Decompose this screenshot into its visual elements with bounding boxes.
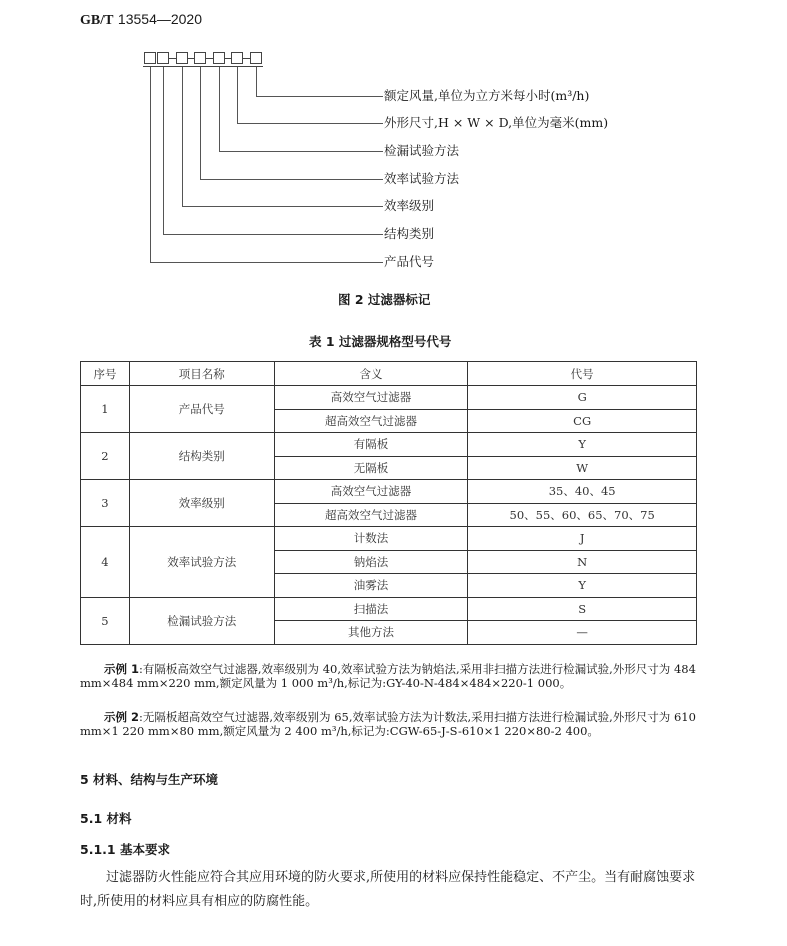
table-caption: 表 1 过滤器规格型号代号 xyxy=(309,334,452,349)
leader-line-leak-test xyxy=(220,67,384,152)
cell-code: W xyxy=(468,456,697,480)
cell-code: N xyxy=(468,550,697,574)
example-1 xyxy=(80,662,700,690)
table-row xyxy=(81,433,697,457)
leader-line-size xyxy=(238,67,384,124)
cell-meaning: 扫描法 xyxy=(274,597,468,621)
example-2-label: 示例 2 xyxy=(104,710,140,724)
body-paragraph: 过滤器防火性能应符合其应用环境的防火要求,所使用的材料应保持性能稳定、不产尘。当有耐腐蚀要求时,所使用的材料应具有相应的防腐性能。 xyxy=(80,870,696,909)
section-5-1-heading: 5.1 材料 xyxy=(80,811,132,826)
cell-name: 产品代号 xyxy=(129,386,274,433)
cell-meaning: 超高效空气过滤器 xyxy=(274,409,468,433)
code-box-4 xyxy=(195,53,206,64)
example-2-text: :无隔板超高效空气过滤器,效率级别为 65,效率试验方法为计数法,采用扫描方法进行检漏试验,外形尺寸为 610 mm×1 220 mm×80 mm,额定风量为 2 400 m³/h,标记为:CGW-65-J-S-610×1 220×80-2 400。 xyxy=(80,710,696,738)
cell-code: G xyxy=(468,386,697,410)
col-header-name: 项目名称 xyxy=(129,362,274,386)
cell-meaning: 超高效空气过滤器 xyxy=(274,503,468,527)
spec-table xyxy=(80,361,697,645)
cell-code: 50、55、60、65、70、75 xyxy=(468,503,697,527)
code-box-6 xyxy=(232,53,243,64)
cell-meaning: 计数法 xyxy=(274,527,468,551)
example-1-label: 示例 1 xyxy=(104,662,140,676)
label-product: 产品代号 xyxy=(384,254,435,269)
cell-name: 效率级别 xyxy=(129,480,274,527)
standard-number: 13554—2020 xyxy=(117,11,202,27)
cell-no: 4 xyxy=(81,527,130,598)
col-header-code: 代号 xyxy=(468,362,697,386)
cell-code: S xyxy=(468,597,697,621)
cell-meaning: 高效空气过滤器 xyxy=(274,386,468,410)
table-row xyxy=(81,386,697,410)
example-1-text: :有隔板高效空气过滤器,效率级别为 40,效率试验方法为钠焰法,采用非扫描方法进行检漏试验,外形尺寸为 484 mm×484 mm×220 mm,额定风量为 1 000 m³/h,标记为:GY-40-N-484×484×220-1 000。 xyxy=(80,662,696,690)
table-row xyxy=(81,597,697,621)
label-structure: 结构类别 xyxy=(384,226,435,241)
code-box-7 xyxy=(251,53,262,64)
cell-meaning: 其他方法 xyxy=(274,621,468,645)
code-box-5 xyxy=(214,53,225,64)
cell-code: — xyxy=(468,621,697,645)
table-header-row xyxy=(81,362,697,386)
section-5-1-1-heading: 5.1.1 基本要求 xyxy=(80,842,170,857)
label-efficiency-class: 效率级别 xyxy=(384,198,435,213)
code-box-1 xyxy=(145,53,156,64)
table-row xyxy=(81,527,697,551)
cell-no: 5 xyxy=(81,597,130,644)
table-row xyxy=(81,480,697,504)
cell-no: 3 xyxy=(81,480,130,527)
label-size: 外形尺寸,H × W × D,单位为毫米(mm) xyxy=(384,115,609,130)
label-efficiency-test: 效率试验方法 xyxy=(384,171,460,186)
cell-code: Y xyxy=(468,433,697,457)
cell-code: J xyxy=(468,527,697,551)
figure-caption: 图 2 过滤器标记 xyxy=(338,292,431,307)
cell-meaning: 无隔板 xyxy=(274,456,468,480)
code-box-2 xyxy=(158,53,169,64)
cell-name: 结构类别 xyxy=(129,433,274,480)
leader-line-structure xyxy=(164,67,384,235)
cell-meaning: 油雾法 xyxy=(274,574,468,598)
cell-no: 1 xyxy=(81,386,130,433)
cell-no: 2 xyxy=(81,433,130,480)
cell-name: 效率试验方法 xyxy=(129,527,274,598)
section-5-heading: 5 材料、结构与生产环境 xyxy=(80,772,219,787)
code-box-3 xyxy=(177,53,188,64)
cell-meaning: 高效空气过滤器 xyxy=(274,480,468,504)
col-header-meaning: 含义 xyxy=(274,362,468,386)
cell-code: CG xyxy=(468,409,697,433)
label-leak-test: 检漏试验方法 xyxy=(384,143,460,158)
label-airflow: 额定风量,单位为立方米每小时(m³/h) xyxy=(384,88,590,103)
cell-name: 检漏试验方法 xyxy=(129,597,274,644)
cell-meaning: 有隔板 xyxy=(274,433,468,457)
cell-meaning: 钠焰法 xyxy=(274,550,468,574)
cell-code: Y xyxy=(468,574,697,598)
leader-line-efficiency-class xyxy=(183,67,384,207)
leader-line-airflow xyxy=(257,67,384,97)
example-2 xyxy=(80,710,700,738)
standard-code: GB/T xyxy=(80,13,114,28)
col-header-no: 序号 xyxy=(81,362,130,386)
cell-code: 35、40、45 xyxy=(468,480,697,504)
